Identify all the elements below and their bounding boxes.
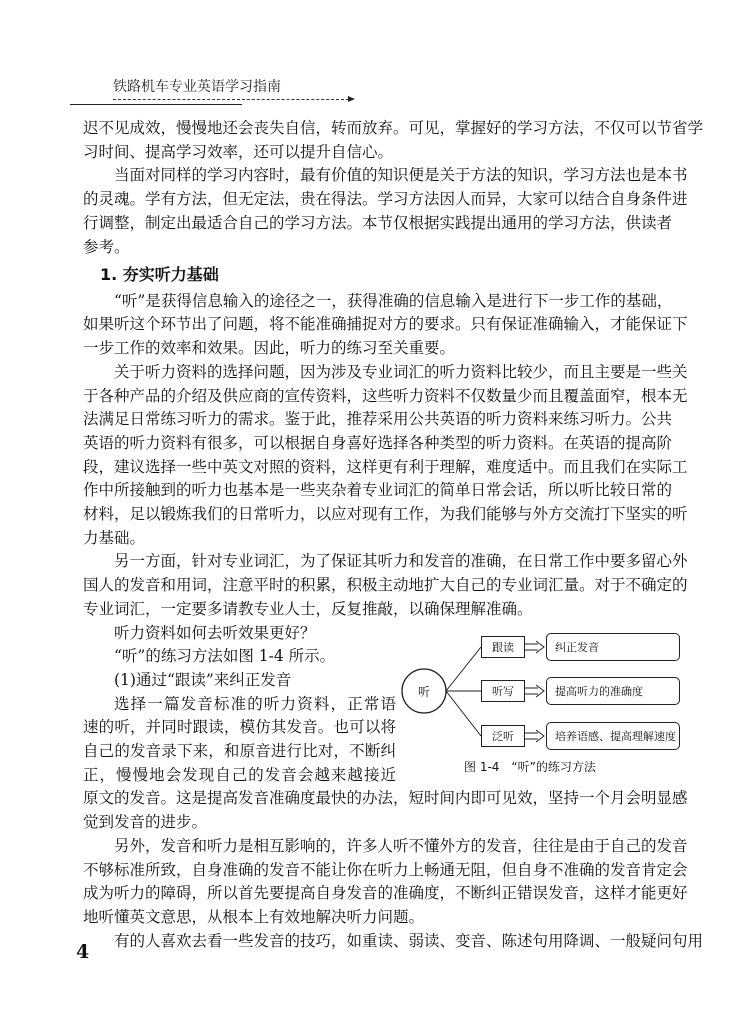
text-line: 作中所接触到的听力也基本是一些夹杂着专业词汇的简单日常会话，所以听比较日常的 <box>83 481 673 500</box>
double-arrow-icon <box>525 685 544 697</box>
text-line: “听”是获得信息输入的途径之一，获得准确的信息输入是进行下一步工作的基础， <box>114 291 673 310</box>
text-line: (1)通过“跟读”来纠正发音 <box>114 670 292 689</box>
text-line: 国人的发音和用词，注意平时的积累，积极主动地扩大自己的专业词汇量。对于不确定的 <box>83 576 688 595</box>
text-line: 习时间、提高学习效率，还可以提升自信心。 <box>83 142 394 161</box>
header-dashed-rule <box>113 99 349 100</box>
text-line: 迟不见成效，慢慢地还会丧失自信，转而放弃。可见，掌握好的学习方法，不仅可以节省学 <box>83 119 704 137</box>
text-line: 听力资料如何去听效果更好？ <box>114 623 316 642</box>
text-line: 如果听这个环节出了问题，将不能准确捕捉对方的要求。只有保证准确输入，才能保证下 <box>83 315 688 334</box>
text-line: 另外，发音和听力是相互影响的，许多人听不懂外方的发音，往往是由于自己的发音 <box>114 836 688 855</box>
text-line: 段，建议选择一些中英文对照的资料，这样更有利于理解，难度适中。而且我们在实际工 <box>83 457 688 476</box>
text-line: 另一方面，针对专业词汇，为了保证其听力和发音的准确，在日常工作中要多留心外 <box>114 552 688 571</box>
result-box: 培养语感、提高理解速度 <box>546 722 680 750</box>
text-line: 觉到发音的进步。 <box>83 813 208 832</box>
running-header: 铁路机车专业英语学习指南 <box>113 79 281 95</box>
text-line: 不够标准所致，自身准确的发音不能让你在听力上畅通无阻，但自身不准确的发音肯定会 <box>83 860 688 879</box>
text-line: 成为听力的障碍，所以首先要提高自身发音的准确度，不断纠正错误发音，这样才能更好 <box>83 884 688 903</box>
text-line: 英语的听力资料有很多，可以根据自身喜好选择各种类型的听力资料。在英语的提高阶 <box>83 433 673 452</box>
result-box: 纠正发音 <box>546 633 680 661</box>
connector-line <box>446 691 481 736</box>
text-line: 关于听力资料的选择问题，因为涉及专业词汇的听力资料比较少，而且主要是一些关 <box>114 362 688 381</box>
header-arrow-icon <box>348 96 355 102</box>
center-label: 听 <box>417 684 430 699</box>
text-line: 选择一篇发音标准的听力资料，正常语 <box>114 694 396 713</box>
text-line: 速的听，并同时跟读，模仿其发音。也可以将 <box>83 718 396 737</box>
page-number: 4 <box>76 941 90 963</box>
text-line: 地听懂英文意思，从根本上有效地解决听力问题。 <box>83 907 425 926</box>
text-line: 行调整，制定出最适合自己的学习方法。本节仅根据实践提出通用的学习方法，供读者 <box>83 213 673 232</box>
text-line: 原文的发音。这是提高发音准确度最快的办法，短时间内即可见效，坚持一个月会明显感 <box>83 789 688 808</box>
text-line: 当面对同样的学习内容时，最有价值的知识便是关于方法的知识，学习方法也是本书 <box>114 166 688 185</box>
text-line: 一步工作的效率和效果。因此，听力的练习至关重要。 <box>83 339 456 358</box>
header-solid-rule <box>70 104 242 105</box>
double-arrow-icon <box>525 730 544 742</box>
result-box: 提高听力的准确度 <box>546 677 680 705</box>
text-line: 于各种产品的介绍及供应商的宣传资料，这些听力资料不仅数量少而且覆盖面窄，根本无 <box>83 386 688 405</box>
connector-line <box>446 647 481 691</box>
text-line: 的灵魂。学有方法，但无定法，贵在得法。学习方法因人而异，大家可以结合自身条件进 <box>83 190 688 209</box>
method-box: 泛听 <box>481 725 525 747</box>
double-arrow-icon <box>525 641 544 653</box>
text-line: 法满足日常练习听力的需求。鉴于此，推荐采用公共英语的听力资料来练习听力。公共 <box>83 410 673 429</box>
method-box: 听写 <box>481 680 525 702</box>
text-line: 自己的发音录下来，和原音进行比对，不断纠 <box>83 742 396 760</box>
text-line: 材料，足以锻炼我们的日常听力，以应对现有工作，为我们能够与外方交流打下坚实的听 <box>83 505 688 523</box>
figure-caption: 图 1-4 “听”的练习方法 <box>464 760 596 774</box>
section-heading: 1. 夯实听力基础 <box>100 264 219 284</box>
text-line: 专业词汇，一定要多请教专业人士，反复推敲，以确保理解准确。 <box>83 599 533 618</box>
text-line: 正，慢慢地会发现自己的发音会越来越接近 <box>83 765 396 784</box>
text-line: “听”的练习方法如图 1-4 所示。 <box>114 647 336 666</box>
text-line: 力基础。 <box>83 528 146 547</box>
method-box: 跟读 <box>481 636 525 658</box>
text-line: 有的人喜欢去看一些发音的技巧，如重读、弱读、变音、陈述句用降调、一般疑问句用 <box>114 931 704 950</box>
text-line: 参考。 <box>83 237 130 256</box>
